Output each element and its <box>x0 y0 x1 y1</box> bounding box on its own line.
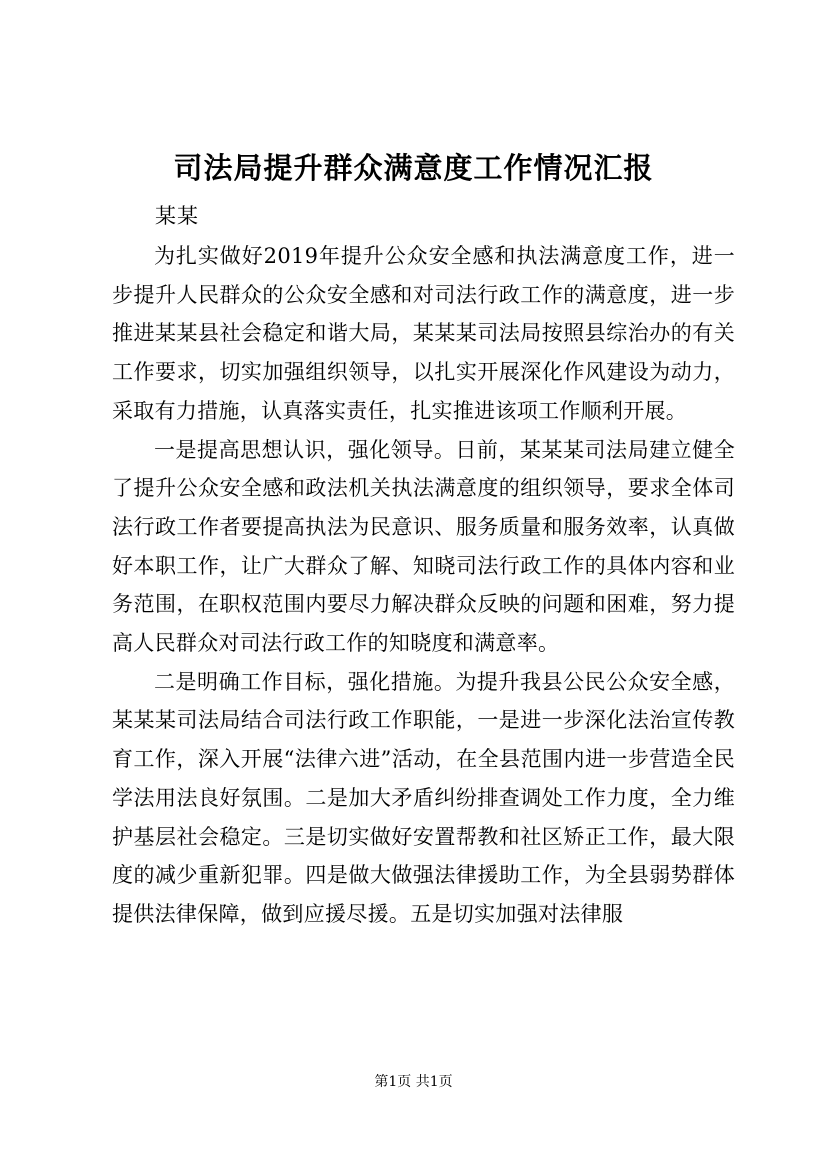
body-paragraph-1: 为扎实做好2019年提升公众安全感和执法满意度工作，进一步提升人民群众的公众安全感和对司法行政工作的满意度，进一步推进某某县社会稳定和谐大局，某某某司法局按照县综治办的有关工作要求，切实加强组织领导，以扎实开展深化作风建设为动力，采取有力措施，认真落实责任，扎实推进该项工作顺利开展。 <box>112 244 735 423</box>
document-title: 司法局提升群众满意度工作情况汇报 <box>173 151 654 185</box>
body-paragraph-3: 二是明确工作目标，强化措施。为提升我县公民公众安全感，某某某司法局结合司法行政工作职能，一是进一步深化法治宣传教育工作，深入开展“法律六进”活动，在全县范围内进一步营造全民学法用法良好氛围。二是加大矛盾纠纷排查调处工作力度，全力维护基层社会稳定。三是切实做好安置帮教和社区矫正工作，最大限度的减少重新犯罪。四是做大做强法律援助工作，为全县弱势群体提供法律保障，做到应援尽援。五是切实加强对法律服 <box>112 669 735 926</box>
page-footer: 第1页 共1页 <box>374 1074 453 1090</box>
document-author: 某某 <box>155 204 199 228</box>
body-paragraph-2: 一是提高思想认识，强化领导。日前，某某某司法局建立健全了提升公众安全感和政法机关执法满意度的组织领导，要求全体司法行政工作者要提高执法为民意识、服务质量和服务效率，认真做好本职工作，让广大群众了解、知晓司法行政工作的具体内容和业务范围，在职权范围内要尽力解决群众反映的问题和困难，努力提高人民群众对司法行政工作的知晓度和满意率。 <box>112 437 735 656</box>
document-body <box>112 237 735 934</box>
